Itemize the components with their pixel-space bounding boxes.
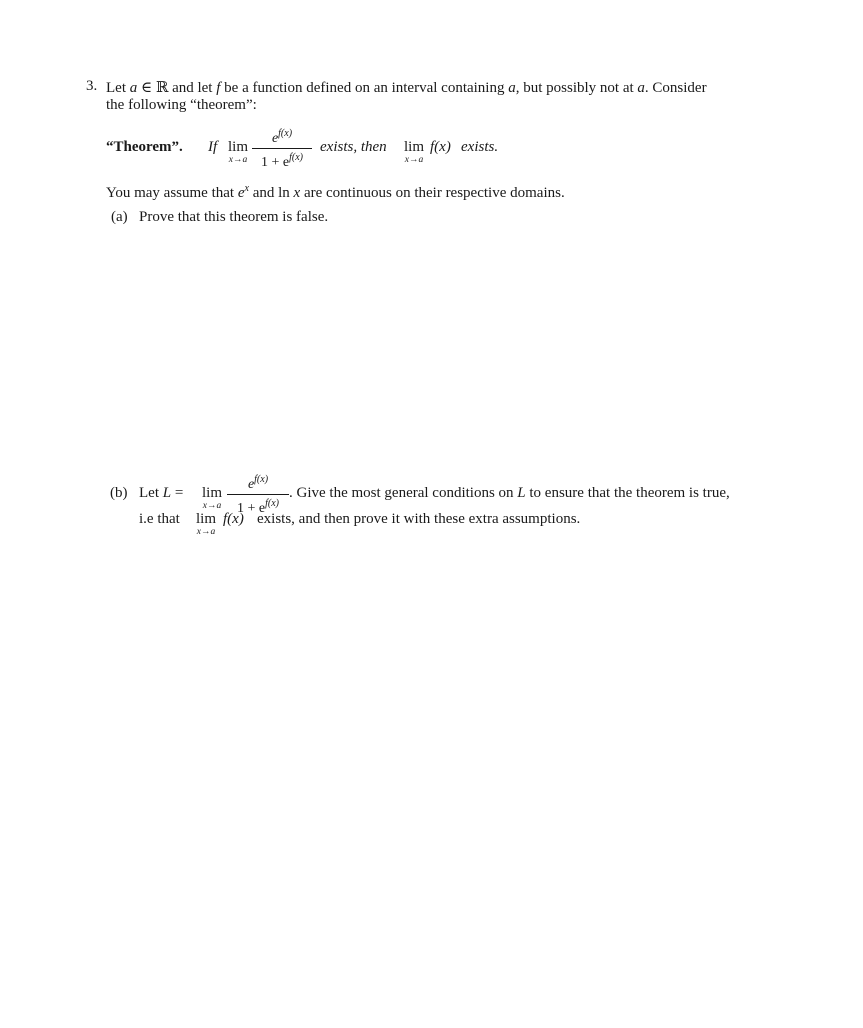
var-L: L <box>517 485 526 501</box>
var-a: a <box>129 80 138 96</box>
lim-subscript: x→a <box>228 155 248 165</box>
part-b-line2-start: i.e that <box>139 511 180 527</box>
intro-text: and let <box>168 80 217 96</box>
intro-text: Let <box>106 80 130 96</box>
var-f: f <box>216 80 221 96</box>
reals-symbol: ℝ <box>155 80 169 96</box>
part-b-limit-2 <box>190 511 222 538</box>
lim-operator: lim <box>201 485 222 501</box>
part-b-label: (b) <box>110 485 128 501</box>
part-a-text: Prove that this theorem is false. <box>139 209 329 225</box>
theorem-limit-2 <box>398 139 430 166</box>
theorem-exists-then: exists, then <box>320 139 387 155</box>
lim-operator: lim <box>227 139 248 155</box>
intro-text: , but possibly not at <box>515 80 638 96</box>
problem-number: 3. <box>86 78 98 94</box>
var-x: x <box>293 185 301 201</box>
fraction-bar <box>252 148 312 149</box>
part-b-line2-end: exists, and then prove it with these extra assumptions. <box>257 511 581 527</box>
var-e: e <box>237 185 245 201</box>
problem-intro-line2: the following “theorem”: <box>106 97 257 113</box>
fraction-denominator: $1 + e^{f(x)}$ <box>261 152 303 170</box>
var-a: a <box>637 80 645 96</box>
part-b-fx: f(x) <box>223 511 244 527</box>
part-b-conditions: . Give the most general conditions on L to ensure that the theorem is true, <box>289 485 730 501</box>
theorem-fraction <box>252 126 312 171</box>
lim-subscript: x→a <box>404 155 424 165</box>
intro-text: . Consider <box>644 80 707 96</box>
part-b-limit <box>196 485 228 512</box>
lim-operator: lim <box>403 139 424 155</box>
element-of-symbol: ∈ <box>137 80 156 96</box>
var-L: L <box>162 485 172 501</box>
theorem-label: “Theorem”. <box>106 139 183 155</box>
part-b-let: Let L = <box>139 485 184 501</box>
fraction-numerator: $e^{f(x)}$ <box>271 128 293 146</box>
theorem-fx: f(x) <box>430 139 451 155</box>
var-a: a <box>508 80 516 96</box>
problem-intro-line1 <box>106 78 707 97</box>
lim-subscript: x→a <box>202 501 222 511</box>
theorem-if: If <box>208 139 218 155</box>
fraction-bar <box>227 494 289 495</box>
theorem-exists: exists. <box>461 139 499 155</box>
theorem-limit <box>222 139 254 166</box>
lim-operator: lim <box>195 511 216 527</box>
part-a-label: (a) <box>111 209 128 225</box>
fraction-numerator: $e^{f(x)}$ <box>247 474 269 492</box>
var-x-exponent: x <box>244 183 249 194</box>
assumption-line: You may assume that $e^x$ and ln x are continuous on their respective domains. <box>106 183 565 201</box>
fraction-denominator: $1 + e^{f(x)}$ <box>237 498 279 516</box>
intro-text: be a function defined on an interval containing <box>220 80 509 96</box>
lim-subscript: x→a <box>196 527 216 537</box>
